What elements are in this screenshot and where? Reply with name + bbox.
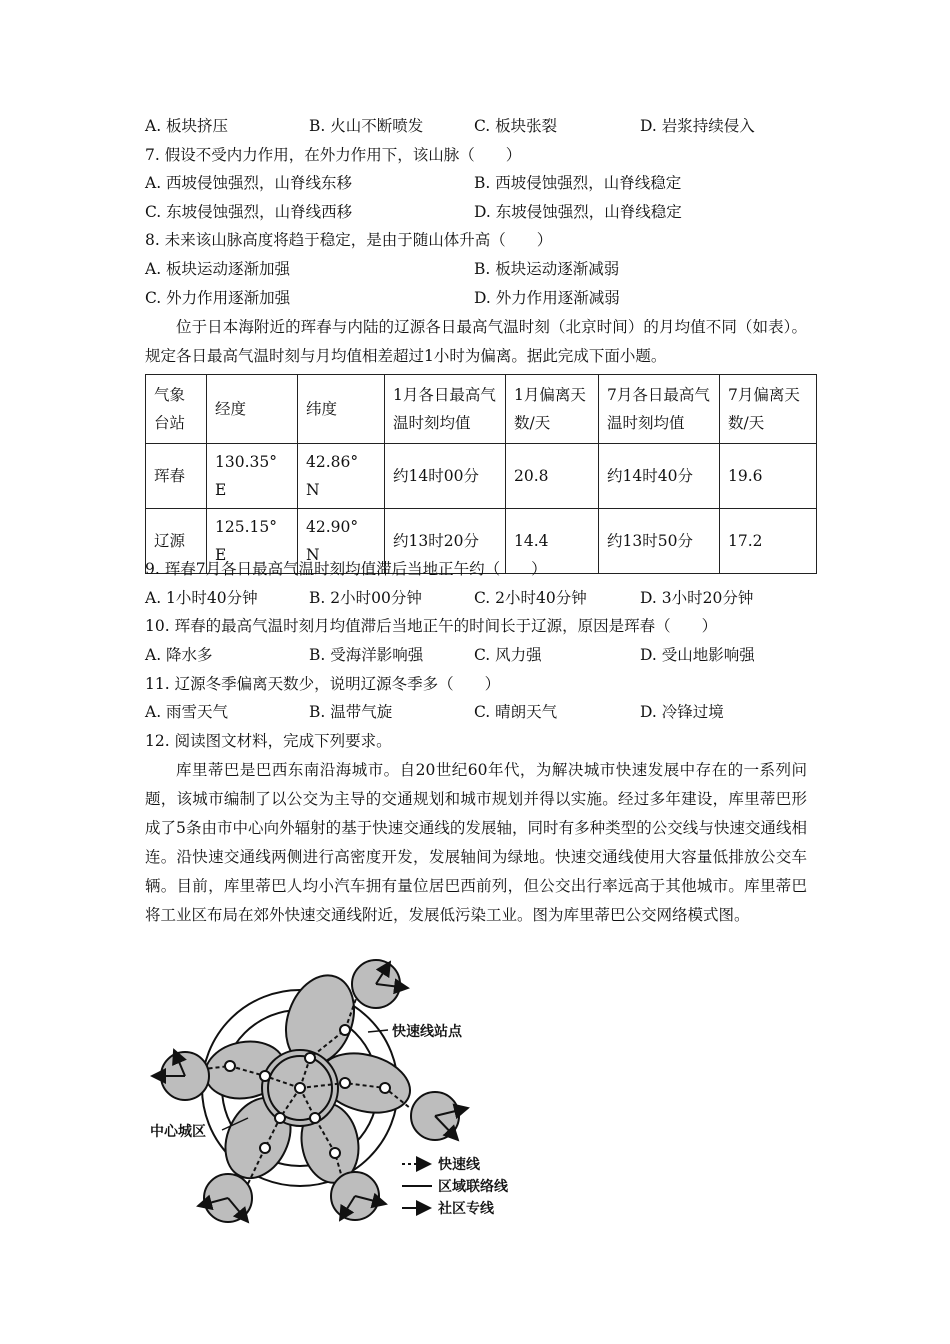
- table-cell: 17.2: [720, 509, 817, 574]
- legend: [402, 1156, 509, 1217]
- q8-stem: 8. 未来该山脉高度将趋于稳定，是由于随山体升高（ ）: [145, 231, 553, 249]
- station-leader: [368, 1030, 388, 1032]
- intro-paragraph: 位于日本海附近的珲春与内陆的辽源各日最高气温时刻（北京时间）的月均值不同（如表）。规定各日最高气温时刻与月均值相差超过1小时为偏离。据此完成下面小题。: [145, 318, 807, 365]
- q10-option-a: A. 降水多: [145, 646, 213, 664]
- table-header-cell: 7月偏离天数/天: [720, 375, 817, 444]
- table-cell: 约13时20分: [385, 509, 506, 574]
- q10-option-d: D. 受山地影响强: [640, 646, 755, 664]
- table-header-row: [146, 375, 817, 444]
- table-header-cell: 气象台站: [146, 375, 207, 444]
- q10-option-c: C. 风力强: [474, 646, 542, 664]
- table-row: [146, 444, 817, 509]
- table-cell: 20.8: [506, 444, 599, 509]
- table-cell: 约14时40分: [599, 444, 720, 509]
- q11-option-c: C. 晴朗天气: [474, 703, 558, 721]
- q7-option-c: C. 东坡侵蚀强烈，山脊线西移: [145, 203, 353, 221]
- q10-option-b: B. 受海洋影响强: [309, 646, 424, 664]
- table-cell: 42.86° N: [298, 444, 385, 509]
- q9-option-b: B. 2小时00分钟: [309, 589, 422, 607]
- q8-option-d: D. 外力作用逐渐减弱: [474, 289, 620, 307]
- q6-option-a: A. 板块挤压: [145, 117, 229, 135]
- legend-community-label: 社区专线: [438, 1201, 494, 1217]
- q6-option-c: C. 板块张裂: [474, 117, 558, 135]
- q6-option-b: B. 火山不断喷发: [309, 117, 424, 135]
- table-cell: 19.6: [720, 444, 817, 509]
- q9-option-c: C. 2小时40分钟: [474, 589, 587, 607]
- q7-option-d: D. 东坡侵蚀强烈，山脊线稳定: [474, 203, 682, 221]
- table-cell: 14.4: [506, 509, 599, 574]
- table-cell: 辽源: [146, 509, 207, 574]
- table-cell: 130.35° E: [207, 444, 298, 509]
- q7-option-a: A. 西坡侵蚀强烈，山脊线东移: [145, 174, 353, 192]
- q11-option-b: B. 温带气旋: [309, 703, 393, 721]
- q9-option-a: A. 1小时40分钟: [145, 589, 258, 607]
- q11-option-d: D. 冷锋过境: [640, 703, 724, 721]
- q12-stem: 12. 阅读图文材料，完成下列要求。: [145, 732, 392, 750]
- table-header-cell: 1月各日最高气温时刻均值: [385, 375, 506, 444]
- weather-station-table: [145, 374, 817, 574]
- table-header-cell: 纬度: [298, 375, 385, 444]
- table-cell: 珲春: [146, 444, 207, 509]
- q11-option-a: A. 雨雪天气: [145, 703, 229, 721]
- q11-stem: 11. 辽源冬季偏离天数少，说明辽源冬季多（ ）: [145, 675, 501, 693]
- label-center-city: 中心城区: [150, 1124, 206, 1140]
- q8-option-b: B. 板块运动逐渐减弱: [474, 260, 620, 278]
- q7-option-b: B. 西坡侵蚀强烈，山脊线稳定: [474, 174, 682, 192]
- q12-passage: 库里蒂巴是巴西东南沿海城市。自20世纪60年代，为解决城市快速发展中存在的一系列问题，该城市编制了以公交为主导的交通规划和城市规划并得以实施。经过多年建设，库里蒂巴形成了5条由市中心向外辐射的基于快速交通线的发展轴，同时有多种类型的公交线与快速交通线相连。沿快速交通线两侧进行高密度开发，发展轴间为绿地。快速交通线使用大容量低排放公交车辆。目前，库里蒂巴人均小汽车拥有量位居巴西前列，但公交出行率远高于其他城市。库里蒂巴将工业区布局在郊外快速交通线附近，发展低污染工业。图为库里蒂巴公交网络模式图。: [145, 761, 807, 924]
- table-header-cell: 经度: [207, 375, 298, 444]
- table-cell: 约14时00分: [385, 444, 506, 509]
- q8-option-a: A. 板块运动逐渐加强: [145, 260, 291, 278]
- table-header-cell: 1月偏离天数/天: [506, 375, 599, 444]
- bus-network-diagram: [140, 958, 540, 1228]
- legend-regional-label: 区域联络线: [438, 1179, 508, 1195]
- q7-stem: 7. 假设不受内力作用，在外力作用下，该山脉（ ）: [145, 146, 522, 164]
- label-express-station: 快速线站点: [392, 1024, 462, 1040]
- table-cell: 约13时50分: [599, 509, 720, 574]
- q6-option-d: D. 岩浆持续侵入: [640, 117, 755, 135]
- q9-option-d: D. 3小时20分钟: [640, 589, 754, 607]
- table-cell: 125.15° E: [207, 509, 298, 574]
- table-cell: 42.90° N: [298, 509, 385, 574]
- q8-option-c: C. 外力作用逐渐加强: [145, 289, 291, 307]
- legend-express-label: 快速线: [438, 1157, 480, 1173]
- table-header-cell: 7月各日最高气温时刻均值: [599, 375, 720, 444]
- q10-stem: 10. 珲春的最高气温时刻月均值滞后当地正午的时间长于辽源，原因是珲春（ ）: [145, 617, 718, 635]
- q9-stem: 9. 珲春7月各日最高气温时刻均值滞后当地正午约（ ）: [145, 560, 547, 578]
